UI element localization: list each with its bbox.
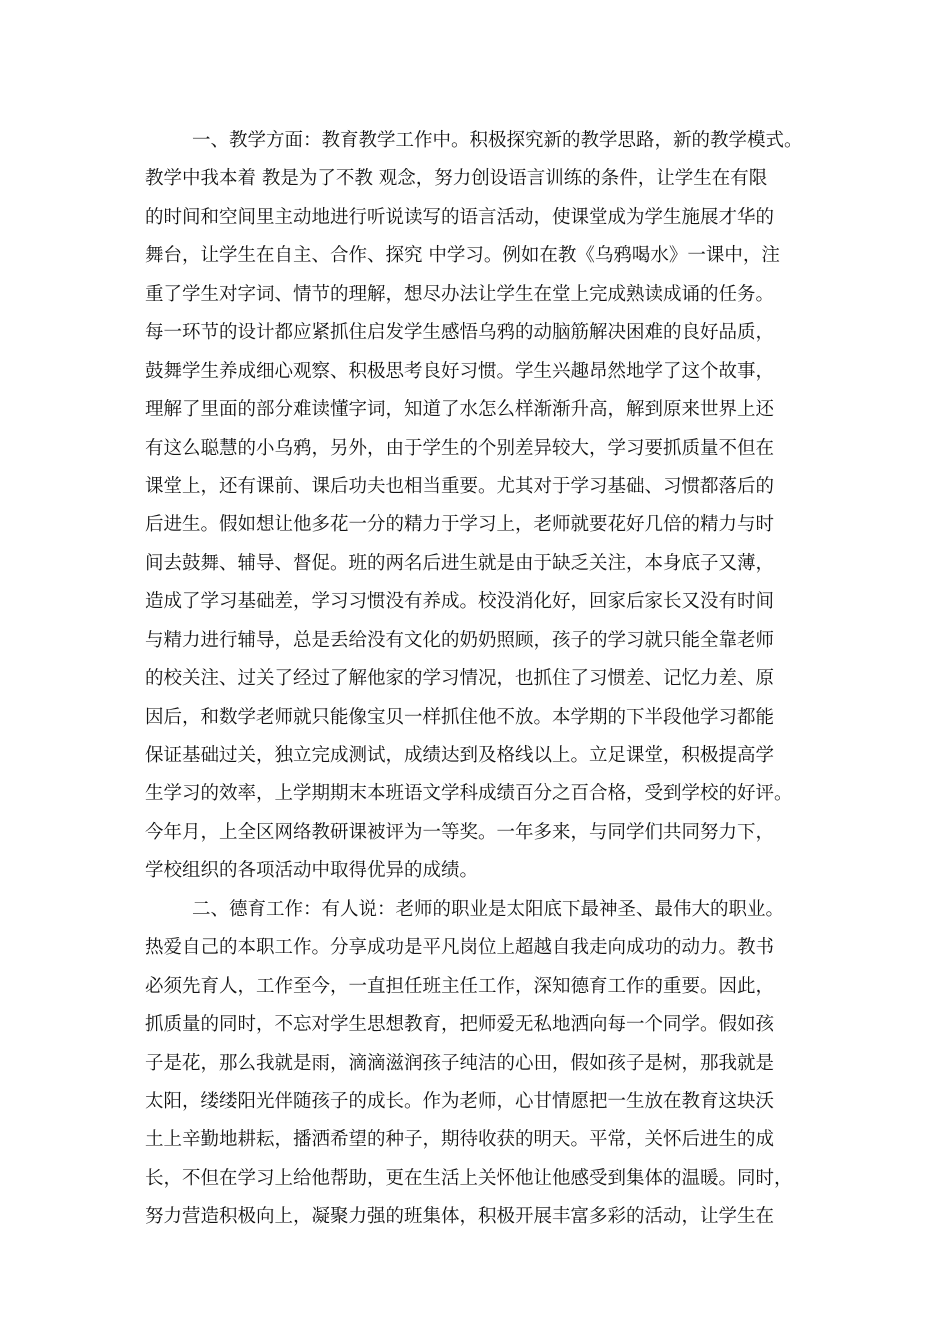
paragraph-line: 土上辛勤地耕耘，播洒希望的种子，期待收获的明天。平常，关怀后进生的成 [145,1129,775,1151]
paragraph-line: 理解了里面的部分难读懂字词，知道了水怎么样渐渐升高，解到原来世界上还 [145,399,775,421]
paragraph-line: 间去鼓舞、辅导、督促。班的两名后进生就是由于缺乏关注，本身底子又薄， [145,552,775,574]
paragraph-line: 课堂上，还有课前、课后功夫也相当重要。尤其对于学习基础、习惯都落后的 [145,475,775,497]
paragraph-line: 努力营造积极向上，凝聚力强的班集体，积极开展丰富多彩的活动，让学生在 [145,1206,775,1228]
section-teaching [145,122,825,891]
paragraph-line: 鼓舞学生养成细心观察、积极思考良好习惯。学生兴趣昂然地学了这个故事， [145,360,775,382]
paragraph-line: 生学习的效率，上学期期末本班语文学科成绩百分之百合格，受到学校的好评。 [145,783,793,805]
paragraph-line: 有这么聪慧的小乌鸦，另外，由于学生的个别差异较大，学习要抓质量不但在 [145,437,775,459]
paragraph-line: 必须先育人，工作至今，一直担任班主任工作，深知德育工作的重要。因此， [145,975,775,997]
paragraph-line: 造成了学习基础差，学习习惯没有养成。校没消化好，回家后家长又没有时间 [145,591,775,613]
paragraph-line: 与精力进行辅导，总是丢给没有文化的奶奶照顾，孩子的学习就只能全靠老师 [145,629,775,651]
paragraph-line: 太阳，缕缕阳光伴随孩子的成长。作为老师，心甘情愿把一生放在教育这块沃 [145,1090,775,1112]
paragraph-line: 子是花，那么我就是雨，滴滴滋润孩子纯洁的心田，假如孩子是树，那我就是 [145,1052,775,1074]
paragraph-line: 二、德育工作：有人说：老师的职业是太阳底下最神圣、最伟大的职业。 [192,898,785,920]
paragraph-line: 抓质量的同时，不忘对学生思想教育，把师爱无私地洒向每一个同学。假如孩 [145,1014,775,1036]
paragraph-line: 保证基础过关，独立完成测试，成绩达到及格线以上。立足课堂，积极提高学 [145,745,775,766]
paragraph-line: 今年月，上全区网络教研课被评为一等奖。一年多来，与同学们共同努力下， [145,821,775,843]
paragraph-line: 的时间和空间里主动地进行听说读写的语言活动，使课堂成为学生施展才华的 [145,206,775,228]
paragraph-line: 每一环节的设计都应紧抓住启发学生感悟乌鸦的动脑筋解决困难的良好品质， [145,322,775,344]
paragraph-line: 舞台，让学生在自主、合作、探究 中学习。例如在教《乌鸦喝水》一课中，注 [145,245,780,267]
paragraph-line: 学校组织的各项活动中取得优异的成绩。 [145,860,479,882]
paragraph-line: 后进生。假如想让他多花一分的精力于学习上，老师就要花好几倍的精力与时 [145,514,775,536]
paragraph-line: 因后，和数学老师就只能像宝贝一样抓住他不放。本学期的下半段他学习都能 [145,706,775,728]
paragraph-line: 教学中我本着 教是为了不教 观念，努力创设语言训练的条件，让学生在有限 [145,168,768,190]
paragraph-line: 的校关注、过关了经过了解他家的学习情况，也抓住了习惯差、记忆力差、原 [145,668,775,690]
paragraph-line: 长，不但在学习上给他帮助，更在生活上关怀他让他感受到集体的温暖。同时， [145,1167,793,1189]
paragraph-line: 热爱自己的本职工作。分享成功是平凡岗位上超越自我走向成功的动力。教书 [145,937,775,959]
paragraph-line: 一、教学方面：教育教学工作中。积极探究新的教学思路，新的教学模式。 [192,130,803,151]
section-moral-education [145,891,825,1237]
body-text [145,122,825,1237]
paragraph-line: 重了学生对字词、情节的理解，想尽办法让学生在堂上完成熟读成诵的任务。 [145,283,775,305]
